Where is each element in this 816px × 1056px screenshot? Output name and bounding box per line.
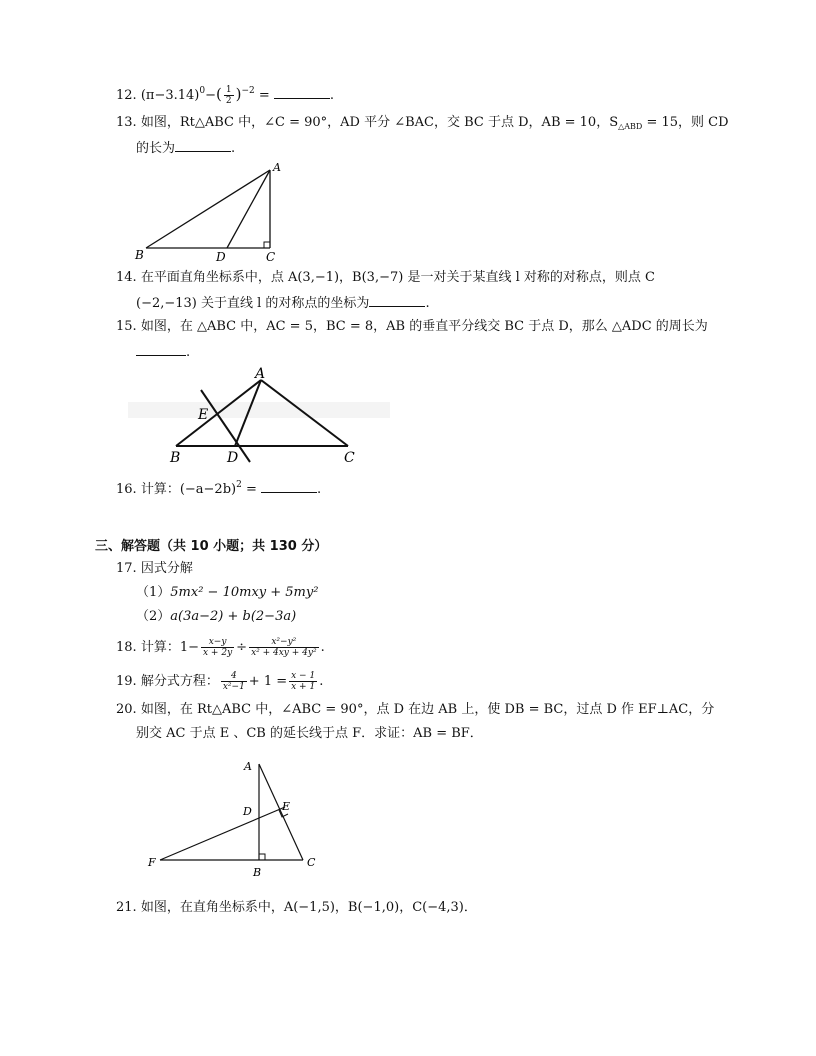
exponent: 0: [199, 86, 206, 96]
question-20-line1: 20. 如图，在 Rt△ABC 中，∠ABC = 90°，点 D 在边 AB 上，使 DB = BC，过点 D 作 EF⊥AC，分: [116, 702, 715, 717]
segment-ad: [227, 170, 270, 248]
question-17: 17. 因式分解: [116, 561, 193, 576]
segment-ac: [259, 764, 303, 860]
label-b: B: [253, 866, 262, 879]
answer-blank[interactable]: [175, 138, 231, 152]
question-number: 14.: [116, 270, 137, 285]
fraction: $\frac{4}{\text{x²−1}}$: [222, 671, 245, 692]
question-13-line2: 的长为 .: [136, 138, 235, 158]
question-number: 18.: [116, 640, 137, 655]
equals-sign: =: [258, 88, 270, 103]
label-a: A: [244, 760, 252, 773]
figure-triangle-abc-q15: [128, 366, 390, 466]
expr-base: (π−3.14): [140, 88, 200, 103]
label-d: D: [243, 805, 252, 818]
question-14-line2: (−2,−13) 关于直线 l 的对称点的坐标为 .: [136, 293, 430, 313]
question-number: 17.: [116, 561, 137, 576]
label-b: B: [135, 248, 144, 262]
question-19: 19. 解分式方程： $\frac{4}{\text{x²−1}}$ + 1 = $\frac{x - 1}{x + 1}$ .: [116, 671, 324, 692]
label-f: F: [148, 856, 156, 869]
minus-sign: −: [205, 88, 216, 103]
question-17-part1: （1）5mx² − 10mxy + 5my²: [136, 585, 319, 600]
label-a: A: [255, 366, 266, 382]
fraction: $\frac{x-y}{x + 2y}$: [203, 637, 233, 658]
question-number: 20.: [116, 702, 137, 717]
exponent: −2: [241, 86, 255, 96]
right-angle-mark-b: [259, 854, 265, 860]
label-e: E: [198, 407, 209, 423]
label-d: D: [216, 250, 226, 264]
question-16: 16. 计算：$(-a-2b)^2$ = .: [116, 480, 322, 497]
label-a: A: [273, 161, 281, 174]
segment-fe: [160, 807, 285, 860]
label-d: D: [227, 450, 239, 466]
question-number: 15.: [116, 319, 137, 334]
answer-blank[interactable]: [369, 293, 425, 307]
scan-noise-band: [128, 402, 390, 418]
label-b: B: [170, 450, 181, 466]
question-21: 21. 如图，在直角坐标系中，A(−1,5)，B(−1,0)，C(−4,3)．: [116, 900, 477, 915]
question-number: 16.: [116, 482, 137, 497]
figure-triangle-abc-q13: [132, 158, 292, 268]
label-c: C: [344, 450, 355, 466]
label-c: C: [307, 856, 316, 869]
section-heading: 三、解答题（共 10 小题；共 130 分）: [95, 539, 328, 554]
math-expression: $(\pi-3.14)^0-$( $\frac{1}{2}$ )$^{-2}$ =: [140, 85, 270, 106]
question-15-line1: 15. 如图，在 △ABC 中，AC = 5，BC = 8，AB 的垂直平分线交 BC 于点 D，那么 △ADC 的周长为: [116, 319, 708, 334]
question-14-line1: 14. 在平面直角坐标系中，点 A(3,−1)，B(3,−7) 是一对关于某直线 l 对称的对称点，则点 C: [116, 270, 655, 285]
fraction: $\frac{x - 1}{x + 1}$: [291, 671, 316, 692]
question-number: 12.: [116, 88, 137, 103]
fraction: $\frac{1}{2}$: [225, 85, 232, 106]
question-number: 19.: [116, 674, 137, 689]
answer-blank[interactable]: [261, 479, 317, 493]
figure-triangle-abc-q20: [140, 756, 325, 880]
right-angle-mark: [264, 242, 270, 248]
segment-ab: [146, 170, 270, 248]
fraction: $\frac{\text{x²−y²}}{\text{x² + 4xy + 4y²}}$: [251, 637, 317, 658]
question-18: 18. 计算：1− $\frac{x-y}{x + 2y}$ ÷ $\frac{\text{x²−y²}}{\text{x² + 4xy + 4y²}}$ .: [116, 637, 325, 658]
question-number: 21.: [116, 900, 137, 915]
answer-blank[interactable]: [136, 342, 186, 356]
question-20-line2: 别交 AC 于点 E 、CB 的延长线于点 F．求证：AB = BF．: [136, 726, 483, 741]
question-12: 12. $(\pi-3.14)^0-$( $\frac{1}{2}$ )$^{-2}$ = .: [116, 85, 335, 106]
question-15-line2: .: [136, 342, 190, 362]
question-number: 13.: [116, 115, 137, 130]
question-13-line1: 13. 如图，Rt△ABC 中，∠C = 90°，AD 平分 ∠BAC，交 BC 于点 D，AB = 10，$S_{\triangle ABD} = 15$，则 CD: [116, 115, 729, 131]
label-e: E: [282, 800, 291, 813]
answer-blank[interactable]: [274, 85, 330, 99]
question-17-part2: （2）a(3a−2) + b(2−3a): [136, 609, 297, 624]
label-c: C: [266, 250, 276, 264]
